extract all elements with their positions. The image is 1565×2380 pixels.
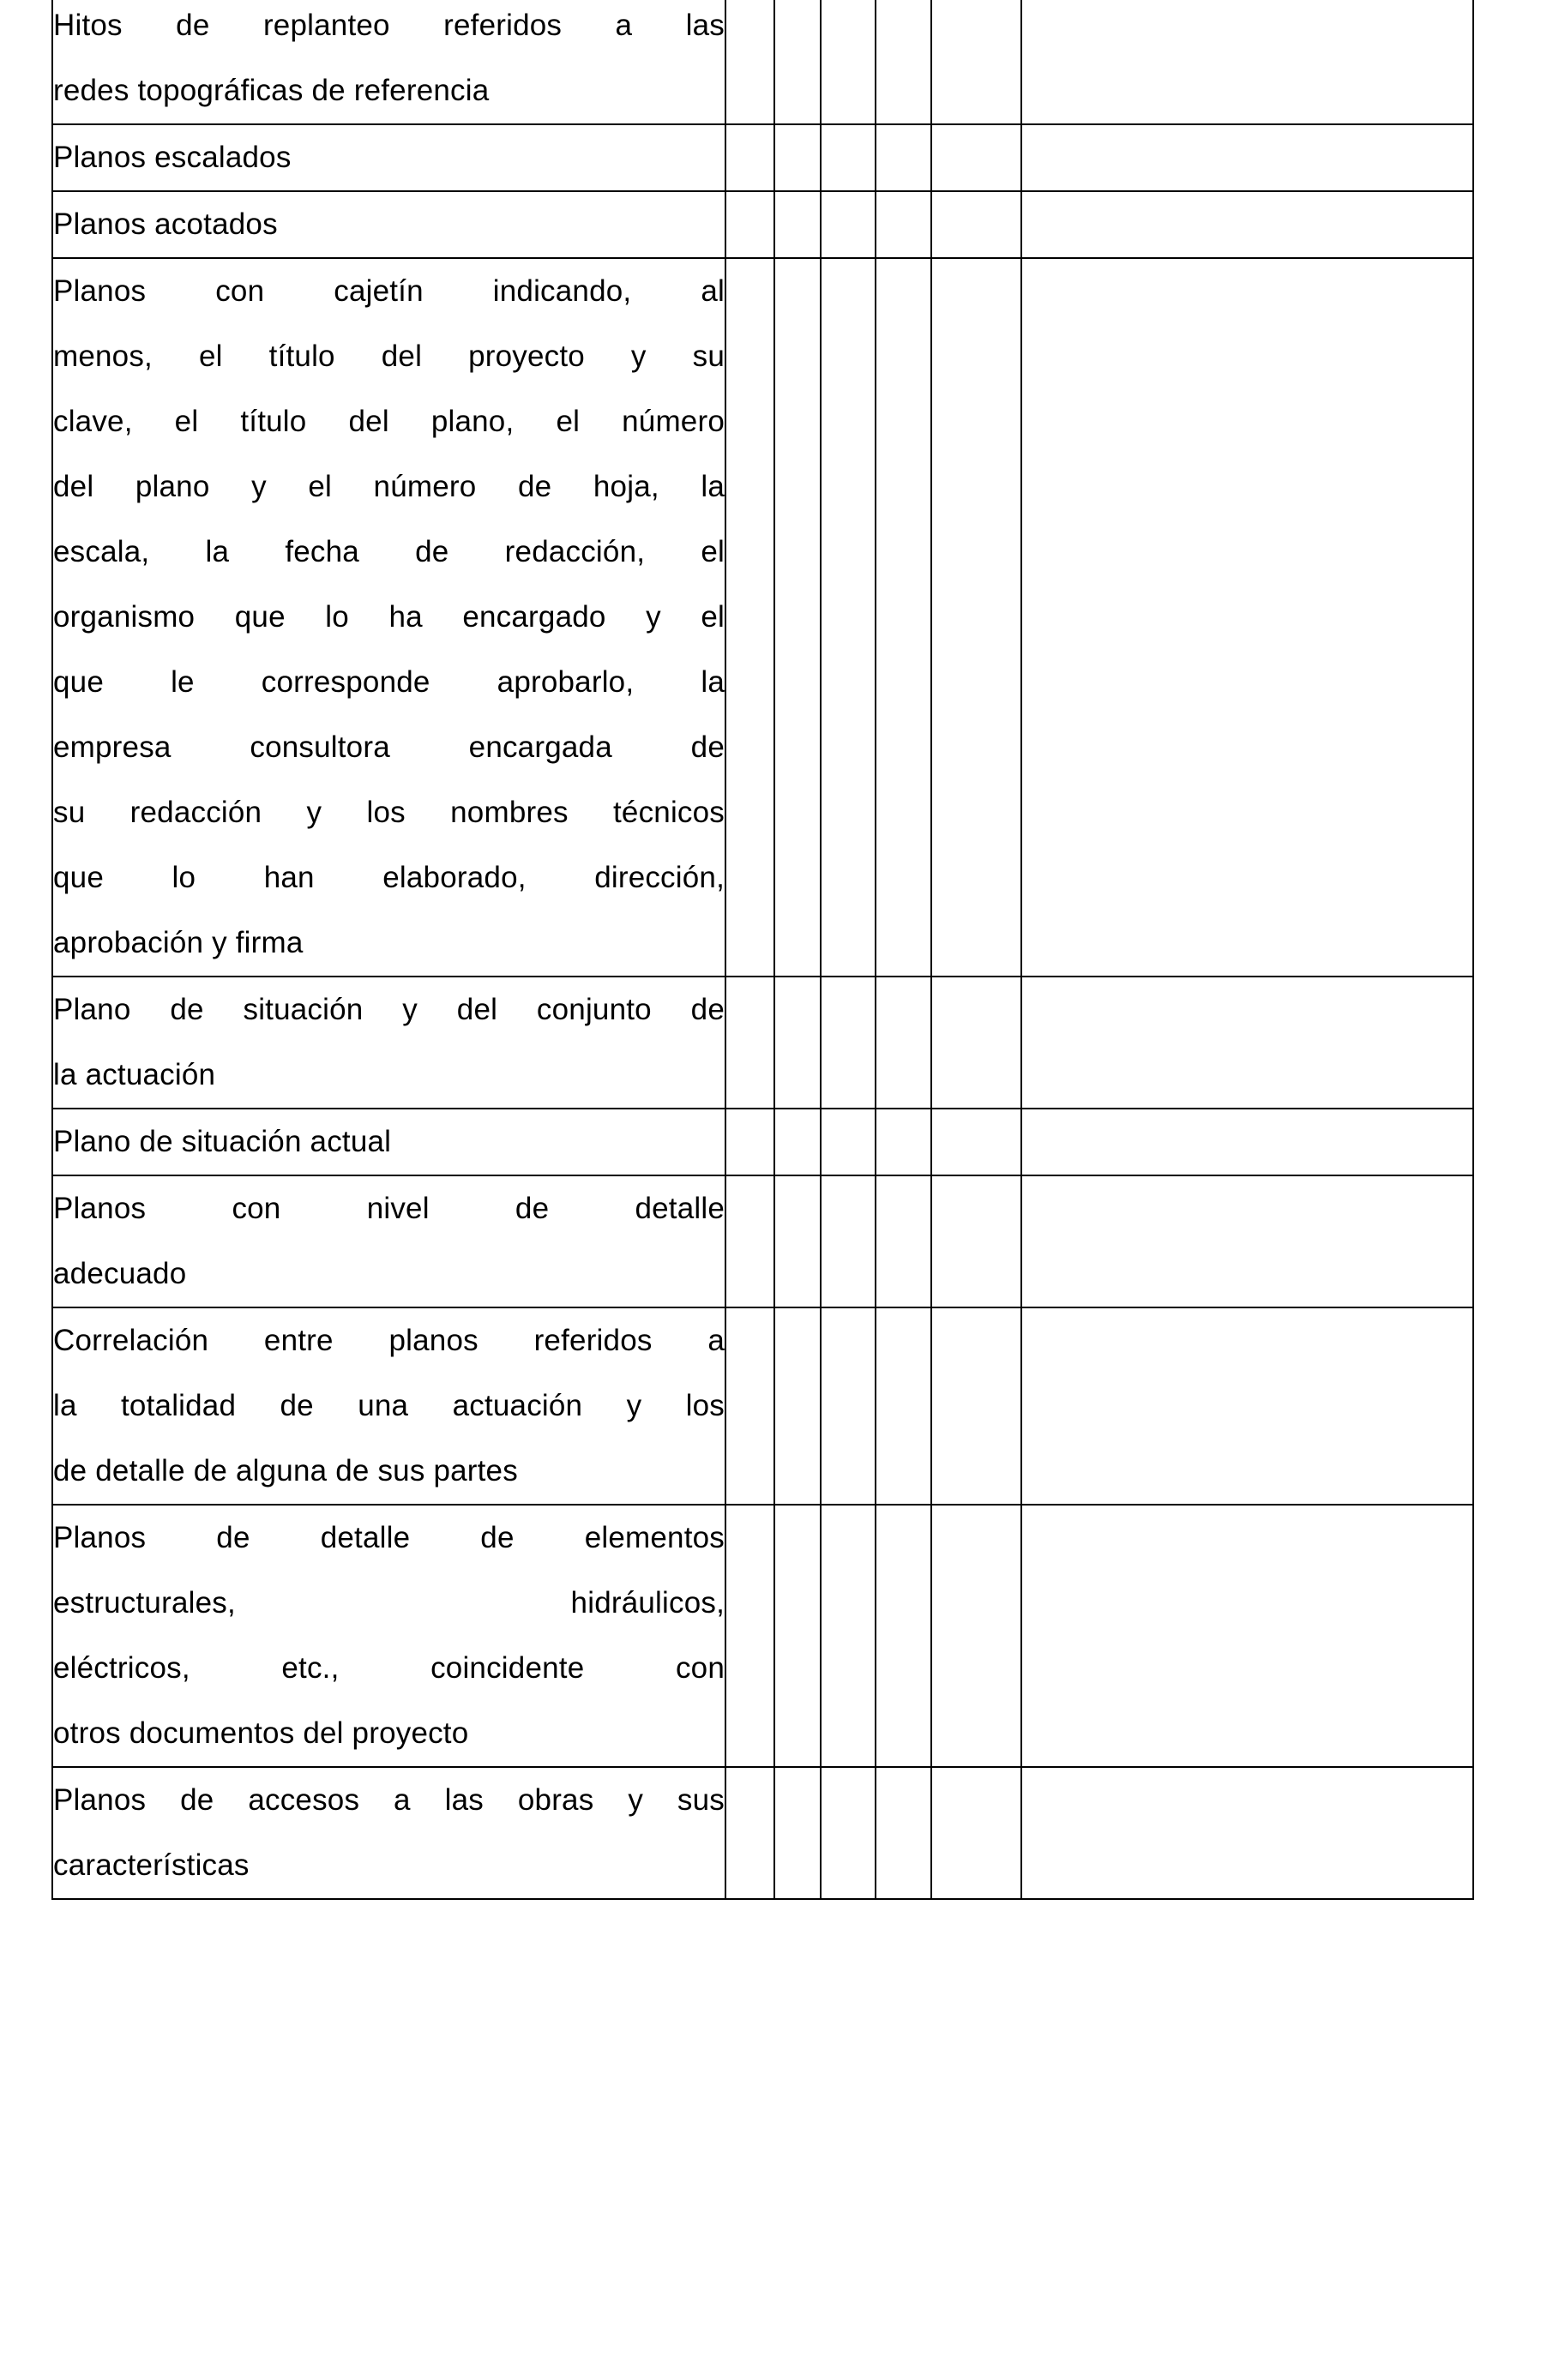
empty-check-cell xyxy=(821,1109,876,1175)
row-label-cell xyxy=(52,1767,725,1899)
row-label-cell xyxy=(52,1307,725,1505)
row-label-line: escala, la fecha de redacción, el xyxy=(53,535,725,568)
checklist-row xyxy=(52,1175,1473,1307)
empty-check-cell xyxy=(931,1109,1021,1175)
row-label-line: redes topográficas de referencia xyxy=(53,74,490,107)
row-label-cell xyxy=(52,124,725,191)
empty-check-cell xyxy=(821,1767,876,1899)
empty-check-cell xyxy=(725,1307,774,1505)
row-label-line: Planos de detalle de elementos xyxy=(53,1521,725,1554)
empty-check-cell xyxy=(931,1767,1021,1899)
empty-check-cell xyxy=(931,191,1021,258)
row-label-cell xyxy=(52,1505,725,1767)
row-label-line: Planos acotados xyxy=(53,207,278,241)
empty-check-cell xyxy=(774,258,821,977)
row-label-line: aprobación y firma xyxy=(53,926,304,959)
row-label-line: Hitos de replanteo referidos a las xyxy=(53,9,725,42)
checklist-row xyxy=(52,258,1473,977)
empty-check-cell xyxy=(821,258,876,977)
row-label-cell xyxy=(52,191,725,258)
empty-check-cell xyxy=(876,1505,931,1767)
row-label-line: adecuado xyxy=(53,1257,187,1290)
empty-check-cell xyxy=(821,1307,876,1505)
empty-check-cell xyxy=(876,258,931,977)
row-label-line: eléctricos, etc., coincidente con xyxy=(53,1651,725,1685)
empty-check-cell xyxy=(725,124,774,191)
row-label-line: del plano y el número de hoja, la xyxy=(53,470,725,503)
empty-check-cell xyxy=(725,191,774,258)
empty-observations-cell xyxy=(1021,191,1473,258)
row-label-cell xyxy=(52,258,725,977)
empty-observations-cell xyxy=(1021,258,1473,977)
empty-check-cell xyxy=(821,191,876,258)
empty-observations-cell xyxy=(1021,1307,1473,1505)
empty-check-cell xyxy=(876,1109,931,1175)
row-label-cell xyxy=(52,977,725,1109)
empty-check-cell xyxy=(931,1505,1021,1767)
checklist-row xyxy=(52,1505,1473,1767)
empty-check-cell xyxy=(774,977,821,1109)
row-label-line: Planos de accesos a las obras y sus xyxy=(53,1783,725,1817)
empty-check-cell xyxy=(876,1767,931,1899)
empty-check-cell xyxy=(931,0,1021,124)
empty-check-cell xyxy=(774,1109,821,1175)
row-label-line: clave, el título del plano, el número xyxy=(53,405,725,438)
empty-check-cell xyxy=(821,977,876,1109)
empty-observations-cell xyxy=(1021,1175,1473,1307)
empty-check-cell xyxy=(876,1307,931,1505)
row-label-line: que lo han elaborado, dirección, xyxy=(53,861,725,894)
checklist-row xyxy=(52,977,1473,1109)
row-label-line: Plano de situación actual xyxy=(53,1125,392,1158)
empty-check-cell xyxy=(876,124,931,191)
row-label-line: otros documentos del proyecto xyxy=(53,1716,469,1750)
empty-check-cell xyxy=(774,124,821,191)
empty-check-cell xyxy=(931,977,1021,1109)
row-label-line: la totalidad de una actuación y los xyxy=(53,1389,725,1422)
empty-observations-cell xyxy=(1021,1767,1473,1899)
row-label-line: Planos con nivel de detalle xyxy=(53,1192,725,1225)
empty-check-cell xyxy=(725,1767,774,1899)
empty-check-cell xyxy=(774,191,821,258)
empty-check-cell xyxy=(774,0,821,124)
empty-check-cell xyxy=(774,1175,821,1307)
empty-check-cell xyxy=(931,1307,1021,1505)
row-label-line: estructurales, hidráulicos, xyxy=(53,1586,725,1620)
row-label-cell xyxy=(52,1175,725,1307)
row-label-line: Correlación entre planos referidos a xyxy=(53,1324,725,1357)
empty-check-cell xyxy=(876,977,931,1109)
empty-check-cell xyxy=(725,1175,774,1307)
empty-check-cell xyxy=(725,977,774,1109)
empty-check-cell xyxy=(876,1175,931,1307)
empty-check-cell xyxy=(876,0,931,124)
row-label-line: Planos escalados xyxy=(53,141,292,174)
empty-check-cell xyxy=(931,1175,1021,1307)
empty-check-cell xyxy=(774,1505,821,1767)
checklist-table xyxy=(51,0,1474,1900)
row-label-line: la actuación xyxy=(53,1058,216,1091)
row-label-line: empresa consultora encargada de xyxy=(53,730,725,764)
row-label-line: menos, el título del proyecto y su xyxy=(53,340,725,373)
empty-observations-cell xyxy=(1021,1109,1473,1175)
empty-check-cell xyxy=(725,1109,774,1175)
empty-check-cell xyxy=(821,1505,876,1767)
empty-observations-cell xyxy=(1021,977,1473,1109)
row-label-line: características xyxy=(53,1848,250,1882)
empty-check-cell xyxy=(725,258,774,977)
row-label-line: organismo que lo ha encargado y el xyxy=(53,600,725,634)
empty-check-cell xyxy=(725,1505,774,1767)
empty-check-cell xyxy=(725,0,774,124)
empty-check-cell xyxy=(774,1767,821,1899)
empty-check-cell xyxy=(876,191,931,258)
row-label-line: su redacción y los nombres técnicos xyxy=(53,796,725,829)
checklist-row xyxy=(52,1767,1473,1899)
row-label-line: de detalle de alguna de sus partes xyxy=(53,1454,518,1488)
checklist-table-body xyxy=(52,0,1473,1899)
checklist-row xyxy=(52,1109,1473,1175)
empty-check-cell xyxy=(821,124,876,191)
empty-observations-cell xyxy=(1021,0,1473,124)
empty-check-cell xyxy=(821,1175,876,1307)
empty-check-cell xyxy=(931,124,1021,191)
empty-check-cell xyxy=(821,0,876,124)
row-label-line: Plano de situación y del conjunto de xyxy=(53,993,725,1026)
empty-observations-cell xyxy=(1021,1505,1473,1767)
row-label-line: Planos con cajetín indicando, al xyxy=(53,274,725,308)
checklist-row xyxy=(52,0,1473,124)
row-label-cell xyxy=(52,1109,725,1175)
empty-check-cell xyxy=(931,258,1021,977)
row-label-cell xyxy=(52,0,725,124)
checklist-row xyxy=(52,1307,1473,1505)
checklist-row xyxy=(52,191,1473,258)
empty-observations-cell xyxy=(1021,124,1473,191)
empty-check-cell xyxy=(774,1307,821,1505)
checklist-row xyxy=(52,124,1473,191)
row-label-line: que le corresponde aprobarlo, la xyxy=(53,665,725,699)
